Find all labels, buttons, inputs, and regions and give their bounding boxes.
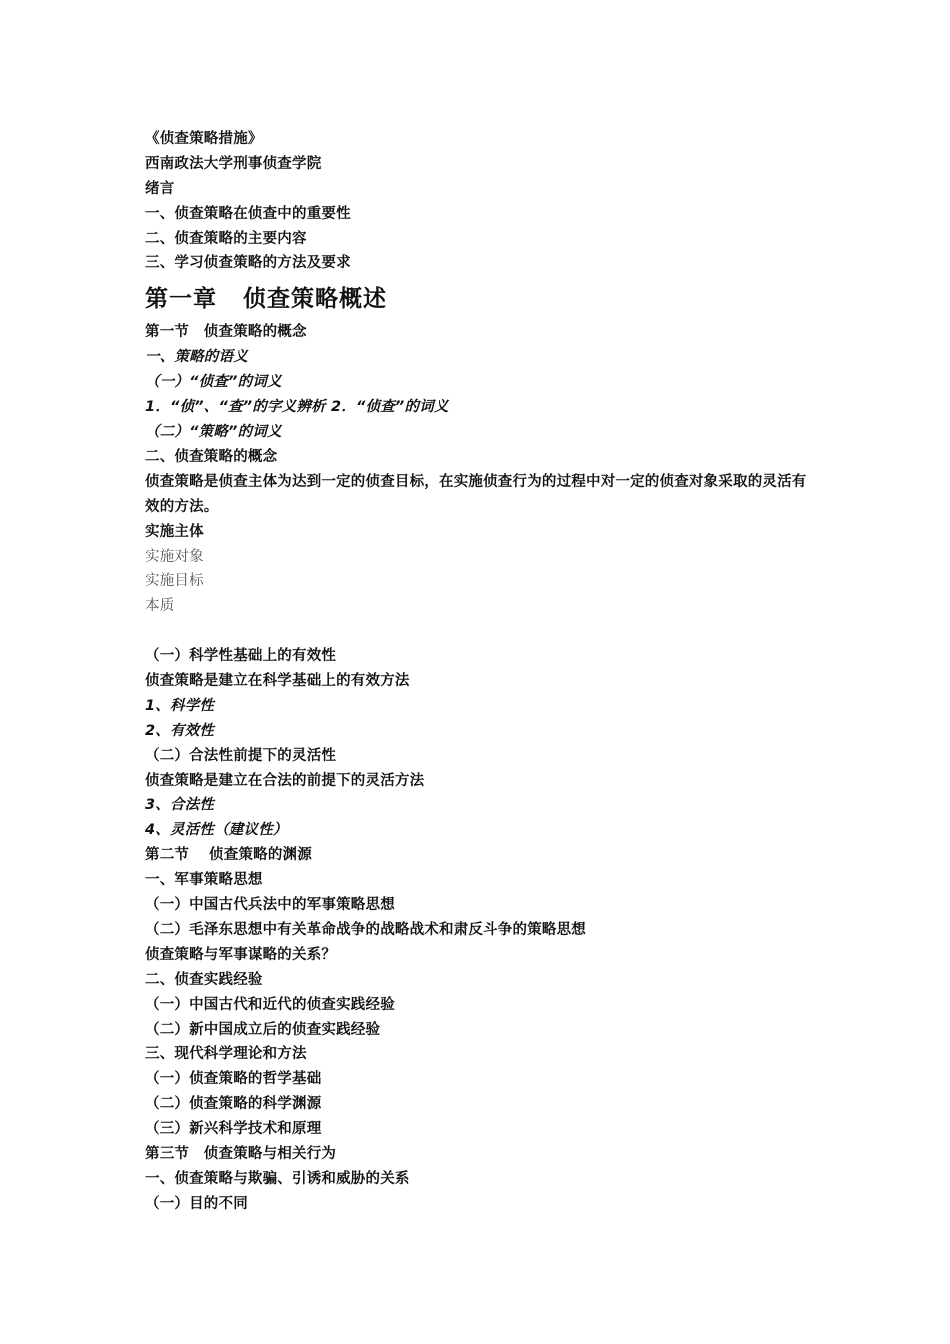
s2-point-b1: （一）中国古代和近代的侦查实践经验 bbox=[145, 996, 395, 1013]
s1-point-1: 一、策略的语义 bbox=[145, 349, 248, 366]
s1-char-1-desc: 侦查策略是建立在科学基础上的有效方法 bbox=[145, 673, 410, 690]
s2-point-b: 二、侦查实践经验 bbox=[145, 971, 263, 988]
chapter-heading bbox=[145, 278, 825, 320]
document-title: 《侦查策略措施》 bbox=[145, 131, 263, 147]
s1-char-1-item-2: 2、有效性 bbox=[145, 722, 215, 739]
label-subject: 实施主体 bbox=[145, 523, 204, 540]
s1-point-2: 二、侦查策略的概念 bbox=[145, 448, 278, 465]
label-nature: 本质 bbox=[145, 598, 175, 615]
label-object: 实施对象 bbox=[145, 548, 204, 565]
intro-item-1: 一、侦查策略在侦查中的重要性 bbox=[145, 205, 351, 222]
s1-char-2-desc: 侦查策略是建立在合法的前提下的灵活方法 bbox=[145, 772, 425, 789]
s1-char-1-item-1: 1、科学性 bbox=[145, 697, 215, 714]
intro-item-3: 三、学习侦查策略的方法及要求 bbox=[145, 255, 351, 272]
s2-point-c1: （一）侦查策略的哲学基础 bbox=[145, 1071, 322, 1088]
intro-item-2: 二、侦查策略的主要内容 bbox=[145, 230, 307, 247]
s1-char-2-item-4: 4、灵活性（建议性） bbox=[145, 822, 288, 839]
section-3-heading: 第三节 侦查策略与相关行为 bbox=[145, 1145, 337, 1162]
s1-point-1a-items: 1．“侦”、“查”的字义辨析 2．“侦查”的词义 bbox=[145, 399, 449, 416]
s1-point-1a: （一）“侦查”的词义 bbox=[145, 374, 282, 391]
s1-char-2: （二）合法性前提下的灵活性 bbox=[145, 747, 337, 764]
s1-char-2-item-3: 3、合法性 bbox=[145, 797, 215, 814]
spacer bbox=[145, 619, 825, 644]
s2-point-a: 一、军事策略思想 bbox=[145, 872, 263, 889]
institution-name: 西南政法大学刑事侦查学院 bbox=[145, 155, 322, 172]
s3-point-a1: （一）目的不同 bbox=[145, 1195, 248, 1212]
s2-point-b2: （二）新中国成立后的侦查实践经验 bbox=[145, 1021, 381, 1038]
intro-heading: 绪言 bbox=[145, 180, 175, 197]
s2-point-c3: （三）新兴科学技术和原理 bbox=[145, 1121, 322, 1138]
chapter-title: 侦查策略概述 bbox=[243, 285, 387, 313]
s2-point-c: 三、现代科学理论和方法 bbox=[145, 1046, 307, 1063]
s2-question: 侦查策略与军事谋略的关系？ bbox=[145, 946, 337, 963]
s3-point-a: 一、侦查策略与欺骗、引诱和威胁的关系 bbox=[145, 1170, 410, 1187]
label-goal: 实施目标 bbox=[145, 573, 204, 590]
section-2-heading: 第二节 侦查策略的渊源 bbox=[145, 847, 312, 864]
s1-char-1: （一）科学性基础上的有效性 bbox=[145, 648, 337, 665]
s2-point-c2: （二）侦查策略的科学渊源 bbox=[145, 1096, 322, 1113]
document-body bbox=[145, 127, 825, 1217]
s2-point-a1: （一）中国古代兵法中的军事策略思想 bbox=[145, 897, 395, 914]
s1-point-1b: （二）“策略”的词义 bbox=[145, 423, 282, 440]
s2-point-a2: （二）毛泽东思想中有关革命战争的战略战术和肃反斗争的策略思想 bbox=[145, 921, 586, 938]
definition-paragraph: 侦查策略是侦查主体为达到一定的侦查目标，在实施侦查行为的过程中对一定的侦查对象采取的灵活有效的方法。 bbox=[145, 473, 807, 515]
section-1-heading: 第一节 侦查策略的概念 bbox=[145, 324, 307, 341]
chapter-number: 第一章 bbox=[145, 285, 217, 313]
